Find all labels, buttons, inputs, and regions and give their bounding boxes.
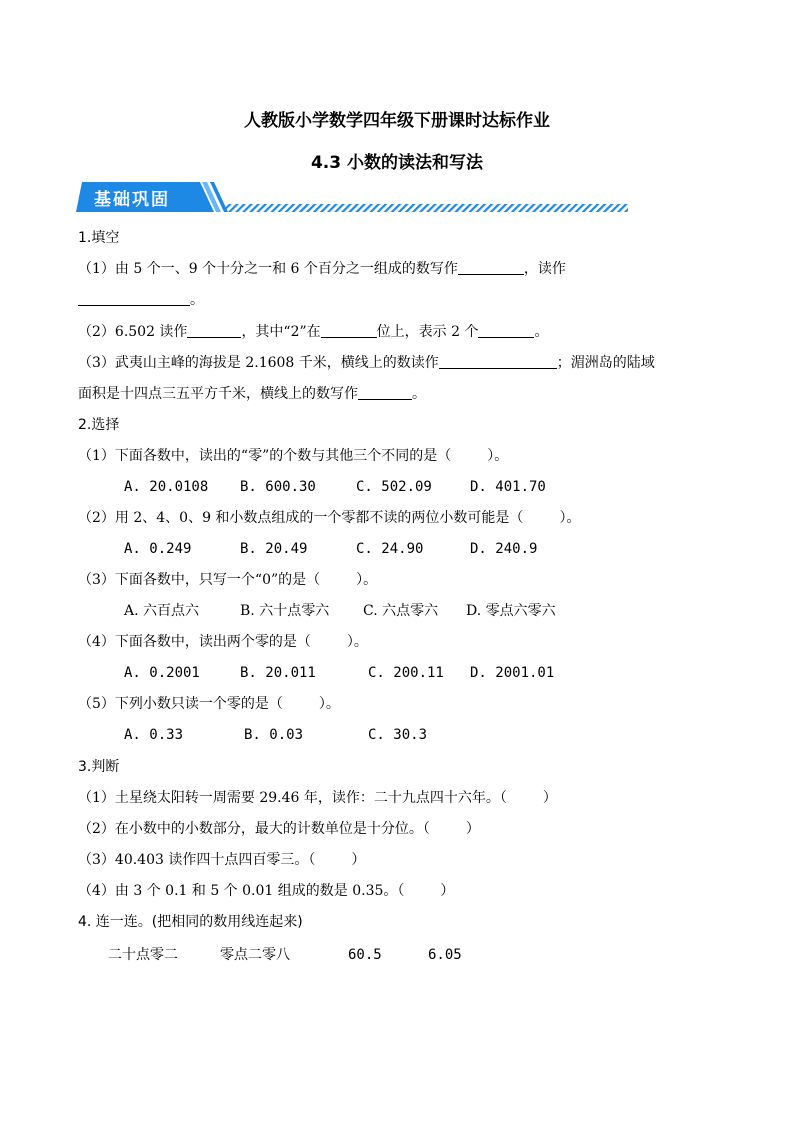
q1-part3-cont: 面积是十四点三五平方千米，横线上的数写作 。	[78, 386, 426, 402]
option-b[interactable]: B. 六十点零六	[240, 603, 330, 619]
q1-part1-cont: 。	[78, 291, 204, 309]
match-item[interactable]: 6.05	[428, 947, 462, 963]
answer-blank[interactable]	[78, 291, 190, 306]
q1-part2: （2）6.502 读作 ，其中“2”在 位上，表示 2 个 。	[78, 324, 549, 340]
option-c[interactable]: C. 502.09	[356, 479, 432, 495]
match-item[interactable]: 二十点零二	[108, 947, 178, 963]
q3-item-2: （2）在小数中的小数部分，最大的计数单位是十分位。（ ）	[78, 821, 480, 837]
option-a[interactable]: A. 0.249	[124, 541, 192, 557]
page-title: 人教版小学数学四年级下册课时达标作业	[244, 111, 550, 131]
q1-heading: 1.填空	[78, 230, 120, 246]
option-c[interactable]: C. 200.11	[368, 665, 444, 681]
q3-item-1: （1）土星绕太阳转一周需要 29.46 年，读作：二十九点四十六年。（ ）	[78, 790, 557, 806]
q2-item-2: （2）用 2、4、0、9 和小数点组成的一个零都不读的两位小数可能是（ ）。	[78, 510, 581, 526]
option-c[interactable]: C. 30.3	[368, 727, 428, 743]
option-b[interactable]: B. 600.30	[240, 479, 316, 495]
option-d[interactable]: D. 零点六零六	[466, 603, 556, 619]
option-a[interactable]: A. 六百点六	[124, 603, 200, 619]
option-a[interactable]: A. 0.33	[124, 727, 184, 743]
q2-item-5: （5）下列小数只读一个零的是（ ）。	[78, 696, 340, 712]
match-item[interactable]: 60.5	[348, 947, 382, 963]
q4-heading: 4. 连一连。(把相同的数用线连起来)	[78, 914, 303, 930]
q3-item-4: （4）由 3 个 0.1 和 5 个 0.01 组成的数是 0.35。（ ）	[78, 883, 455, 899]
option-d[interactable]: D. 240.9	[470, 541, 538, 557]
answer-blank[interactable]	[458, 260, 524, 275]
match-item[interactable]: 零点二零八	[220, 947, 290, 963]
q2-item-4: （4）下面各数中，读出两个零的是（ ）。	[78, 634, 368, 650]
q3-item-3: （3）40.403 读作四十点四百零三。（ ）	[78, 852, 366, 868]
page-subtitle: 4.3 小数的读法和写法	[310, 153, 484, 173]
option-c[interactable]: C. 24.90	[356, 541, 424, 557]
option-d[interactable]: D. 2001.01	[470, 665, 555, 681]
answer-blank[interactable]	[478, 323, 534, 338]
option-b[interactable]: B. 0.03	[244, 727, 304, 743]
banner-label: 基础巩固	[94, 190, 170, 210]
q2-item-1: （1）下面各数中，读出的“零”的个数与其他三个不同的是（ ）。	[78, 448, 509, 464]
q1-part1: （1）由 5 个一、9 个十分之一和 6 个百分之一组成的数写作 ，读作	[78, 261, 566, 277]
q3-heading: 3.判断	[78, 759, 120, 775]
option-d[interactable]: D. 401.70	[470, 479, 546, 495]
q2-item-3: （3）下面各数中，只写一个“0”的是（ ）。	[78, 572, 378, 588]
q2-heading: 2.选择	[78, 417, 120, 433]
option-a[interactable]: A. 20.0108	[124, 479, 209, 495]
answer-blank[interactable]	[358, 385, 412, 400]
answer-blank[interactable]	[321, 323, 377, 338]
option-a[interactable]: A. 0.2001	[124, 665, 200, 681]
answer-blank[interactable]	[187, 323, 241, 338]
option-c[interactable]: C. 六点零六	[363, 603, 439, 619]
option-b[interactable]: B. 20.011	[240, 665, 316, 681]
section-banner	[76, 180, 636, 214]
q1-part3: （3）武夷山主峰的海拔是 2.1608 千米，横线上的数读作 ；湄洲岛的陆域	[78, 355, 655, 371]
option-b[interactable]: B. 20.49	[240, 541, 308, 557]
answer-blank[interactable]	[439, 354, 557, 369]
